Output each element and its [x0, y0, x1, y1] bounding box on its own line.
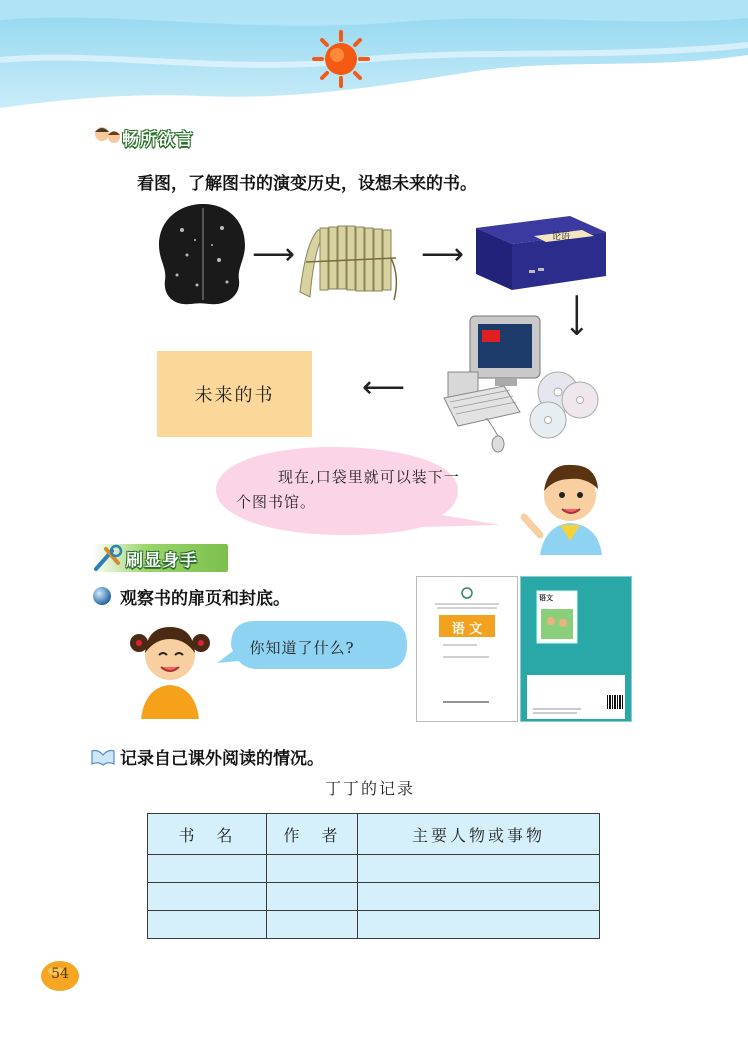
reading-record-table [147, 813, 600, 939]
bubble-text-what-learned: 你知道了什么? [249, 639, 355, 657]
section-tag-practice [92, 544, 228, 572]
table-cell[interactable] [148, 911, 267, 939]
table-cell[interactable] [358, 911, 600, 939]
title-page-illustration [417, 577, 517, 721]
section-tag-discussion [92, 123, 194, 151]
back-cover-illustration [521, 577, 631, 721]
table-cell[interactable] [358, 855, 600, 883]
section-tag-label: 刷显身手 [126, 550, 198, 571]
computer-and-cd-icon [440, 312, 605, 457]
girl-character-icon [125, 615, 215, 720]
table-header-row [148, 814, 600, 855]
table-cell[interactable] [148, 883, 267, 911]
bamboo-scroll-icon [296, 222, 406, 307]
thread-bound-book-box-icon [474, 210, 609, 290]
header-main-characters: 主要人物或事物 [358, 814, 600, 855]
book-title-page [416, 576, 518, 722]
record-caption: 丁丁的记录 [324, 779, 415, 798]
book-box-label: 论语 [552, 232, 571, 242]
table-cell[interactable] [267, 883, 358, 911]
table-row [148, 855, 600, 883]
arrow-left: ⟵ [362, 370, 406, 405]
header-book-name: 书 名 [148, 814, 267, 855]
cover-label: 语文 [539, 593, 553, 602]
arrow-right-1: ⟶ [252, 237, 296, 272]
future-book-box: 未来的书 [157, 351, 312, 437]
title-page-label: 语 文 [451, 622, 483, 637]
page-number: 54 [51, 966, 69, 982]
boy-girl-icon [92, 122, 122, 152]
sun-icon [312, 30, 370, 88]
bubble-text-pocket-library: 现在,口袋里就可以装下一个图书馆。 [236, 468, 460, 511]
book-open-bullet-icon [90, 747, 116, 767]
table-row [148, 911, 600, 939]
tools-icon [92, 543, 126, 573]
oracle-bone-icon [157, 200, 249, 310]
table-row [148, 883, 600, 911]
table-cell[interactable] [267, 911, 358, 939]
bullet-text-observe: 观察书的扉页和封底。 [120, 589, 290, 609]
book-back-cover [520, 576, 632, 722]
table-cell[interactable] [148, 855, 267, 883]
header-sky-wave [0, 0, 748, 110]
bullet-text-record: 记录自己课外阅读的情况。 [120, 749, 324, 769]
header-author: 作 者 [267, 814, 358, 855]
table-cell[interactable] [358, 883, 600, 911]
table-cell[interactable] [267, 855, 358, 883]
instruction-text: 看图，了解图书的演变历史，设想未来的书。 [137, 174, 477, 194]
section-tag-label: 畅所欲言 [122, 129, 194, 150]
arrow-down: ⟶ [559, 293, 595, 337]
blue-sphere-bullet-icon [92, 586, 112, 606]
boy-character-icon [520, 455, 620, 560]
arrow-right-2: ⟶ [421, 237, 465, 272]
